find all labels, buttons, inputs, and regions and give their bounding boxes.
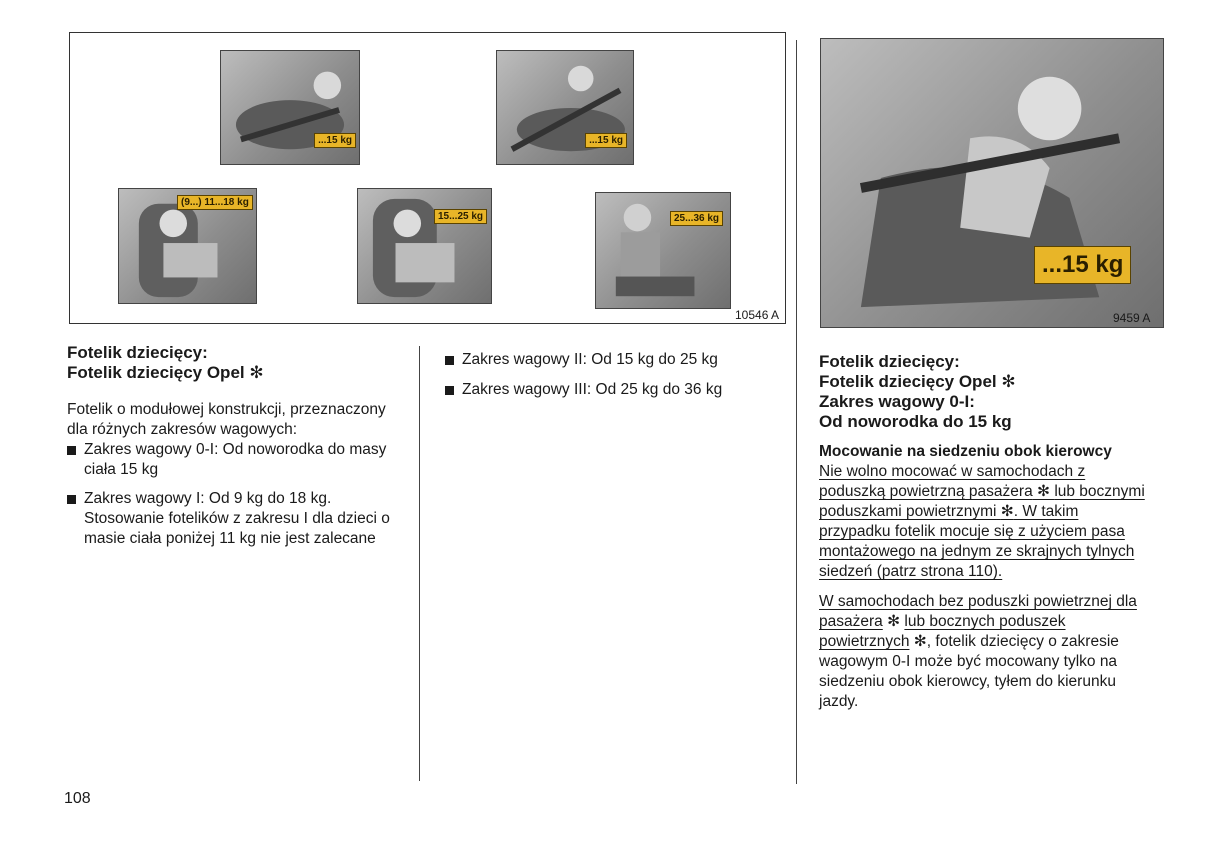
asterisk-icon: ✻ (887, 613, 901, 630)
paragraph: Nie wolno mocować w samochodach z poduszką powietrzną pasażera ✻ lub bocznymi poduszkami powietrznymi ✻. W takim przypadku fotelik mocuje się z użyciem pasa montażowego na jednym ze skrajnych tylnych siedzeń (patrz strona 110). (819, 463, 1145, 580)
column-divider (419, 346, 420, 781)
weight-tag: 25...36 kg (670, 211, 723, 226)
asterisk-icon: ✻ (1037, 483, 1050, 500)
paragraph: W samochodach bez poduszki powietrznej dla pasażera ✻ lub bocznych poduszek powietrznych ✻, fotelik dziecięcy o zakresie wagowym 0-I może być mocowany tylko na siedzeniu obok kierowcy, tyłem do kierunku jazdy. (819, 593, 1137, 710)
column-divider (796, 40, 797, 784)
list-item: Zakres wagowy III: Od 25 kg do 36 kg (445, 380, 775, 400)
figure-ref-label: 10546 A (732, 308, 782, 322)
photo-group3-booster (595, 192, 731, 309)
subheading: Mocowanie na siedzeniu obok kierowcy (819, 443, 1112, 460)
photo-group1-seat (118, 188, 257, 304)
list-item: Zakres wagowy I: Od 9 kg do 18 kg. Stosowanie fotelików z zakresu I dla dzieci o masie ciała poniżej 11 kg nie jest zalecane (67, 489, 399, 549)
asterisk-icon: ✻ (1000, 503, 1014, 520)
heading: Fotelik dziecięcy: (67, 343, 208, 362)
asterisk-icon: ✻ (249, 363, 264, 382)
bullet-icon (445, 386, 454, 395)
weight-tag: ...15 kg (585, 133, 627, 148)
photo-group2-seat (357, 188, 492, 304)
heading: Fotelik dziecięcy Opel ✻ (819, 372, 1016, 391)
weight-tag: ...15 kg (314, 133, 356, 148)
list-item: Zakres wagowy 0-I: Od noworodka do masy ciała 15 kg (67, 440, 387, 480)
column-3 (819, 352, 1154, 712)
photo-infant-seat-large (820, 38, 1164, 328)
figure-ref-label: 9459 A (1113, 311, 1151, 325)
asterisk-icon: ✻ (1001, 372, 1016, 391)
column-2 (445, 350, 775, 400)
column-1 (67, 343, 402, 549)
page-number: 108 (64, 790, 91, 807)
bullet-icon (67, 446, 76, 455)
weight-tag-large: ...15 kg (1034, 246, 1131, 284)
list-item: Zakres wagowy II: Od 15 kg do 25 kg (445, 350, 775, 370)
heading: Zakres wagowy 0-I: (819, 392, 975, 411)
asterisk-icon: ✻ (913, 633, 927, 650)
weight-tag: 15...25 kg (434, 209, 487, 224)
bullet-icon (445, 356, 454, 365)
bullet-icon (67, 495, 76, 504)
heading: Fotelik dziecięcy Opel ✻ (67, 363, 264, 382)
heading: Od noworodka do 15 kg (819, 412, 1012, 431)
weight-tag: (9...) 11...18 kg (177, 195, 253, 210)
heading: Fotelik dziecięcy: (819, 352, 960, 371)
photo-infant-seat-1 (220, 50, 360, 165)
child-seat-illustration (358, 189, 491, 303)
intro-text: Fotelik o modułowej konstrukcji, przeznaczony dla różnych zakresów wagowych: (67, 401, 386, 438)
photo-infant-seat-2 (496, 50, 634, 165)
